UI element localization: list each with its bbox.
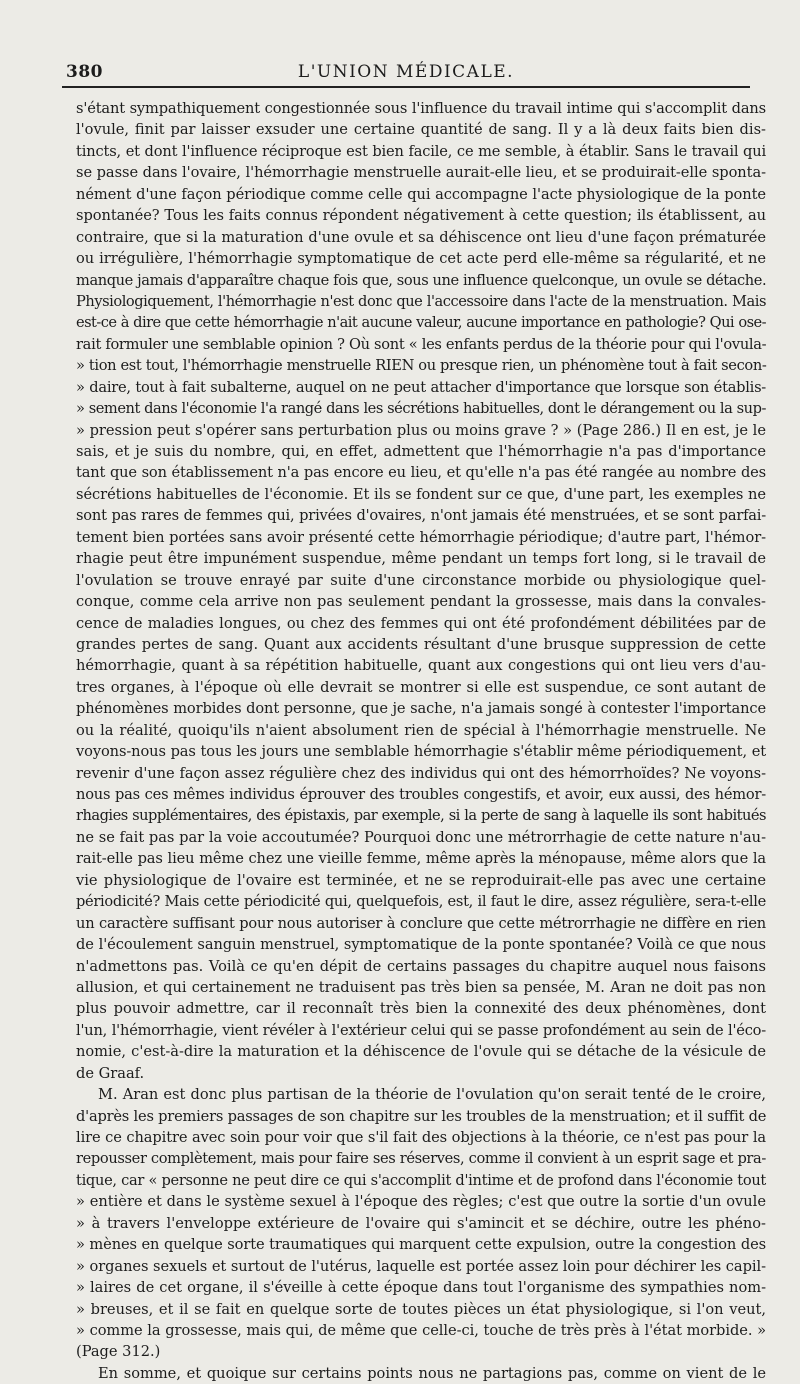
- page-header: [62, 56, 750, 84]
- text-line: ou la réalité, quoiqu'ils n'aient absolument rien de spécial à l'hémorrhagie menstruelle. Ne: [76, 721, 766, 739]
- text-line: de Graaf.: [76, 1064, 145, 1082]
- text-line: rhagies supplémentaires, des épistaxis, par exemple, si la perte de sang à laquelle ils sont habitués: [76, 807, 766, 825]
- text-line: vie physiologique de l'ovaire est terminée, et ne se reproduirait-elle pas avec une certaine: [76, 871, 766, 889]
- text-line: » sement dans l'économie l'a rangé dans les sécrétions habituelles, dont le dérangement ou la sup-: [76, 400, 766, 418]
- text-line: périodicité? Mais cette périodicité qui, quelquefois, est, il faut le dire, assez régulière, sera-t-elle: [76, 893, 766, 911]
- text-line: d'après les premiers passages de son chapitre sur les troubles de la menstruation; et il suffit de: [76, 1107, 767, 1125]
- text-line: Physiologiquement, l'hémorrhagie n'est donc que l'accessoire dans l'acte de la menstruation. Mais: [76, 292, 766, 310]
- text-line: rait-elle pas lieu même chez une vieille femme, même après la ménopause, même alors que la: [76, 850, 766, 868]
- text-line: » laires de cet organe, il s'éveille à cette époque dans tout l'organisme des sympathies nom-: [76, 1279, 766, 1297]
- text-line: » pression peut s'opérer sans perturbation plus ou moins grave ? » (Page 286.) Il en est, je le: [76, 421, 766, 439]
- text-line: nomie, c'est-à-dire la maturation et la déhiscence de l'ovule qui se détache de la vésicule de: [76, 1043, 766, 1061]
- article-body: [76, 98, 766, 1384]
- text-line: grandes pertes de sang. Quant aux accidents résultant d'une brusque suppression de cette: [76, 635, 766, 653]
- text-line: est-ce à dire que cette hémorrhagie n'ait aucune valeur, aucune importance en pathologie? Qui ose-: [76, 314, 766, 332]
- text-line: ne se fait pas par la voie accoutumée? Pourquoi donc une métrorrhagie de cette nature n'au-: [76, 828, 766, 846]
- text-line: l'un, l'hémorrhagie, vient révéler à l'extérieur celui qui se passe profondément au sein de l'éco-: [76, 1021, 766, 1039]
- text-line: l'ovulation se trouve enrayé par suite d'une circonstance morbide ou physiologique quel-: [76, 571, 766, 589]
- text-line: manque jamais d'apparaître chaque fois que, sous une influence quelconque, un ovule se détache.: [76, 271, 767, 289]
- text-line: tement bien portées sans avoir présenté cette hémorrhagie périodique; d'autre part, l'hémor-: [76, 528, 766, 546]
- page-number: 380: [66, 62, 103, 82]
- text-line: hémorrhagie, quant à sa répétition habituelle, quant aux congestions qui ont lieu vers d'au-: [76, 657, 766, 675]
- text-line: un caractère suffisant pour nous autoriser à conclure que cette métrorrhagie ne diffère en rien: [76, 914, 766, 932]
- text-line: En somme, et quoique sur certains points nous ne partagions pas, comme on vient de le: [98, 1364, 766, 1382]
- running-title: L'UNION MÉDICALE.: [297, 62, 515, 82]
- text-line: M. Aran est donc plus partisan de la théorie de l'ovulation qu'on serait tenté de le croire,: [98, 1086, 766, 1104]
- text-line: nous pas ces mêmes individus éprouver des troubles congestifs, et avoir, eux aussi, des hémor-: [76, 786, 766, 803]
- header-rule: [62, 86, 750, 88]
- text-line: de l'écoulement sanguin menstruel, symptomatique de la ponte spontanée? Voilà ce que nous: [76, 936, 766, 954]
- text-line: contraire, que si la maturation d'une ovule et sa déhiscence ont lieu d'une façon prématurée: [76, 228, 766, 246]
- text-line: » breuses, et il se fait en quelque sorte de toutes pièces un état physiologique, si l'on veut,: [76, 1300, 766, 1318]
- text-line: s'étant sympathiquement congestionnée sous l'influence du travail intime qui s'accomplit dans: [76, 100, 766, 117]
- text-line: sais, et je suis du nombre, qui, en effet, admettent que l'hémorrhagie n'a pas d'importance: [76, 443, 766, 460]
- text-line: » à travers l'enveloppe extérieure de l'ovaire qui s'amincit et se déchire, outre les phéno-: [76, 1214, 766, 1232]
- text-line: plus pouvoir admettre, car il reconnaît très bien la connexité des deux phénomènes, dont: [76, 1000, 766, 1018]
- text-line: tincts, et dont l'influence réciproque est bien facile, ce me semble, à établir. Sans le travail qui: [76, 142, 766, 160]
- text-line: » comme la grossesse, mais qui, de même que celle-ci, touche de très près à l'état morbide. »: [76, 1321, 766, 1339]
- text-line: tique, car « personne ne peut dire ce qui s'accomplit d'intime et de profond dans l'économie tout: [76, 1171, 766, 1189]
- text-line: tres organes, à l'époque où elle devrait se montrer si elle est suspendue, ce sont autant de: [76, 678, 766, 696]
- text-line: phénomènes morbides dont personne, que je sache, n'a jamais songé à contester l'importance: [76, 700, 766, 718]
- text-line: » mènes en quelque sorte traumatiques qui marquent cette expulsion, outre la congestion des: [76, 1236, 766, 1254]
- text-line: l'ovule, finit par laisser exsuder une certaine quantité de sang. Il y a là deux faits bien dis-: [76, 121, 766, 139]
- text-line: spontanée? Tous les faits connus répondent négativement à cette question; ils établissent, au: [76, 207, 766, 225]
- text-line: cence de maladies longues, ou chez des femmes qui ont été profondément débilitées par de: [76, 614, 766, 632]
- text-line: (Page 312.): [76, 1343, 161, 1361]
- text-line: se passe dans l'ovaire, l'hémorrhagie menstruelle aurait-elle lieu, et se produirait-elle sponta-: [76, 164, 766, 182]
- text-line: n'admettons pas. Voilà ce qu'en dépit de certains passages du chapitre auquel nous faisons: [76, 957, 766, 975]
- text-line: » entière et dans le système sexuel à l'époque des règles; c'est que outre la sortie d'un ovule: [76, 1193, 766, 1211]
- text-line: » daire, tout à fait subalterne, auquel on ne peut attacher d'importance que lorsque son établis-: [76, 378, 766, 396]
- text-line: allusion, et qui certainement ne traduisent pas très bien sa pensée, M. Aran ne doit pas non: [76, 978, 766, 996]
- text-line: rait formuler une semblable opinion ? Où sont « les enfants perdus de la théorie pour qui l'ovula-: [76, 335, 767, 353]
- text-line: repousser complètement, mais pour faire ses réserves, comme il convient à un esprit sage et pra-: [76, 1150, 766, 1168]
- text-line: sécrétions habituelles de l'économie. Et ils se fondent sur ce que, d'une part, les exemples ne: [76, 485, 766, 503]
- text-line: conque, comme cela arrive non pas seulement pendant la grossesse, mais dans la convales-: [76, 593, 766, 611]
- text-line: » tion est tout, l'hémorrhagie menstruelle RIEN ou presque rien, un phénomène tout à fait secon-: [76, 357, 767, 375]
- text-line: lire ce chapitre avec soin pour voir que s'il fait des objections à la théorie, ce n'est pas pour la: [76, 1129, 766, 1146]
- text-line: sont pas rares de femmes qui, privées d'ovaires, n'ont jamais été menstruées, et se sont parfai-: [76, 507, 766, 525]
- text-line: ou irrégulière, l'hémorrhagie symptomatique de cet acte perd elle-même sa régularité, et ne: [76, 250, 766, 268]
- text-line: tant que son établissement n'a pas encore eu lieu, et qu'elle n'a pas été rangée au nombre des: [76, 464, 766, 482]
- text-line: nément d'une façon périodique comme celle qui accompagne l'acte physiologique de la ponte: [76, 185, 766, 203]
- text-line: revenir d'une façon assez régulière chez des individus qui ont des hémorrhoïdes? Ne voyons-: [76, 764, 766, 782]
- text-line: voyons-nous pas tous les jours une semblable hémorrhagie s'établir même périodiquement, et: [76, 743, 766, 761]
- text-line: rhagie peut être impunément suspendue, même pendant un temps fort long, si le travail de: [76, 550, 766, 568]
- text-line: » organes sexuels et surtout de l'utérus, laquelle est portée assez loin pour déchirer les capil-: [76, 1257, 766, 1275]
